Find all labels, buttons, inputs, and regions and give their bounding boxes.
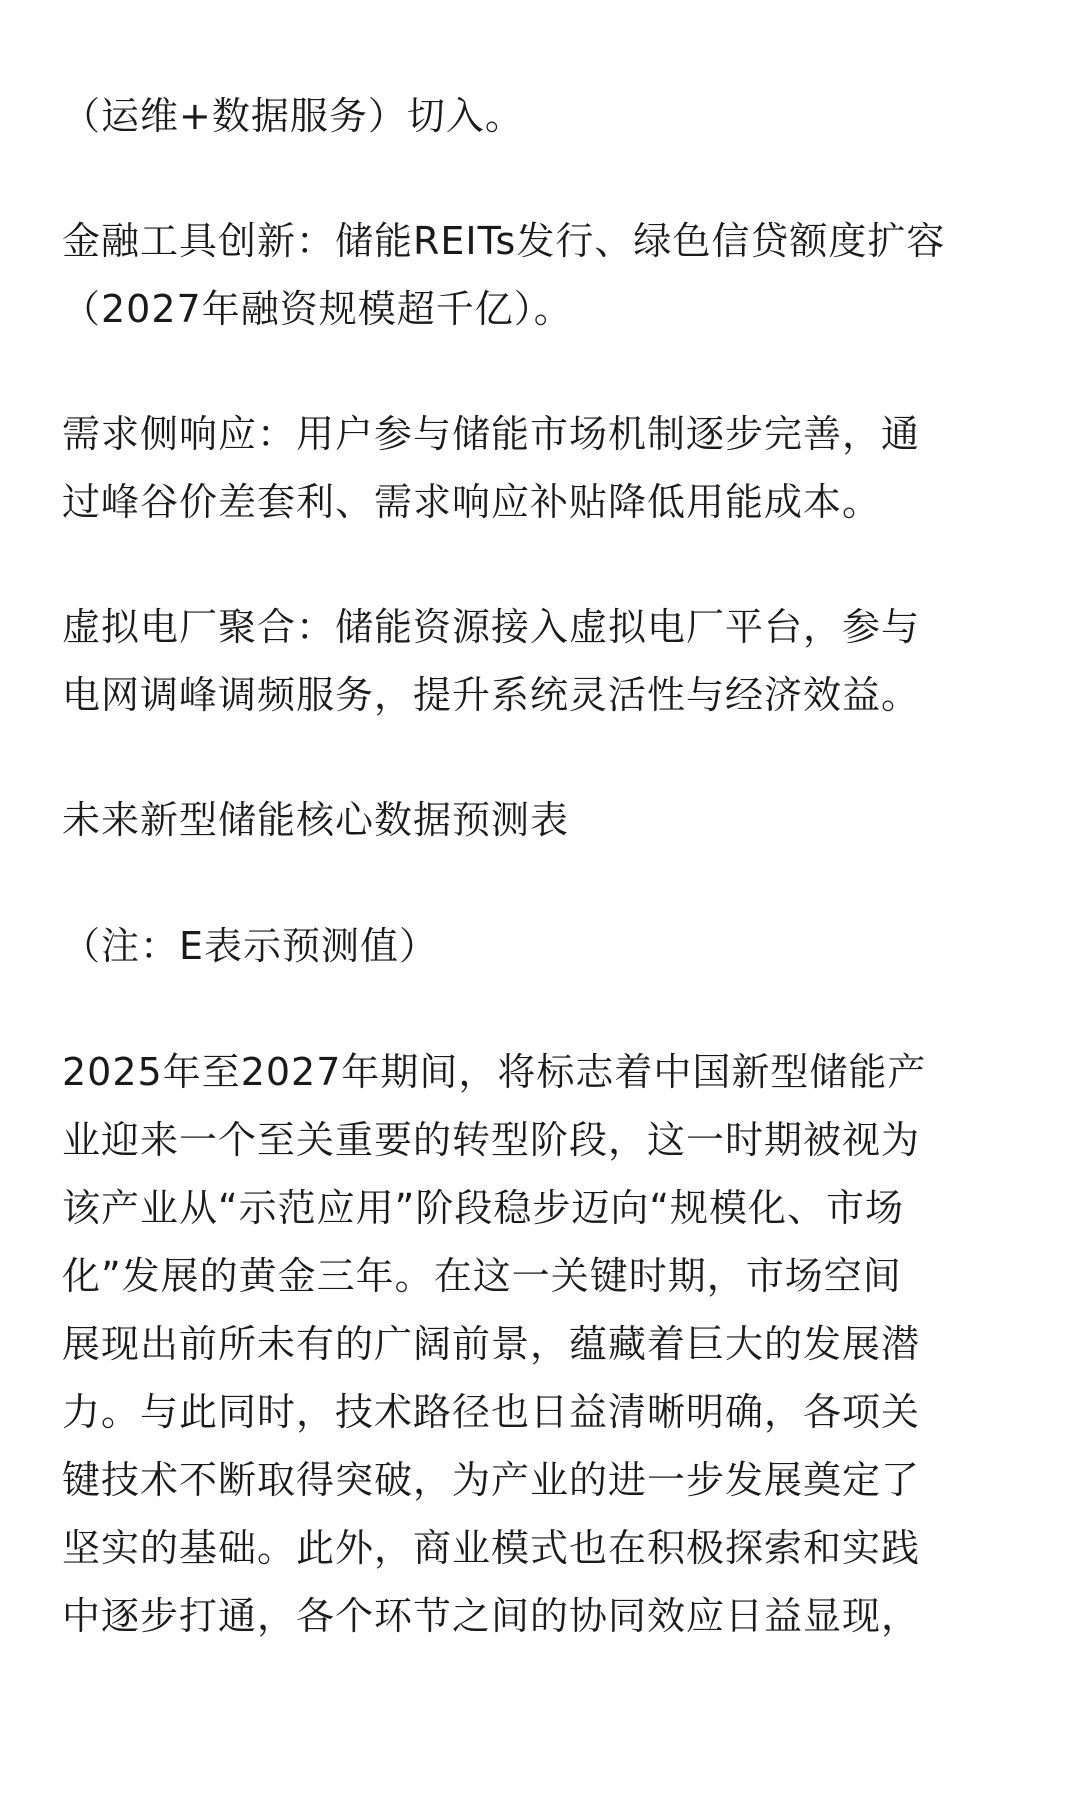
table-note: （注：E表示预测值）: [62, 924, 439, 968]
paragraph-virtual-power-plant: 虚拟电厂聚合：储能资源接入虚拟电厂平台，参与 电网调峰调频服务，提升系统灵活性与经济效益。: [62, 605, 921, 717]
paragraph-ops-data-services: （运维+数据服务）切入。: [62, 94, 524, 138]
paragraph-outlook-2025-2027: 2025年至2027年期间，将标志着中国新型储能产 业迎来一个至关重要的转型阶段，这一时期被视为 该产业从“示范应用”阶段稳步迈向“规模化、市场 化”发展的黄金三年。在这一关键时期，市场空间 展现出前所未有的广阔前景，蕴藏着巨大的发展潜 力。与此同时，技术路径也日益清晰明确，各项关 键技术不断取得突破，为产业的进一步发展奠定了 坚实的基础。此外，商业模式也在积极探索和实践 中逐步打通，各个环节之间的协同效应日益显现，: [62, 1050, 927, 1638]
paragraph-financial-innovation: 金融工具创新：储能REITs发行、绿色信贷额度扩容 （2027年融资规模超千亿）。: [62, 219, 946, 331]
table-heading: 未来新型储能核心数据预测表: [62, 798, 570, 842]
paragraph-demand-response: 需求侧响应：用户参与储能市场机制逐步完善，通 过峰谷价差套利、需求响应补贴降低用能成本。: [62, 412, 921, 524]
